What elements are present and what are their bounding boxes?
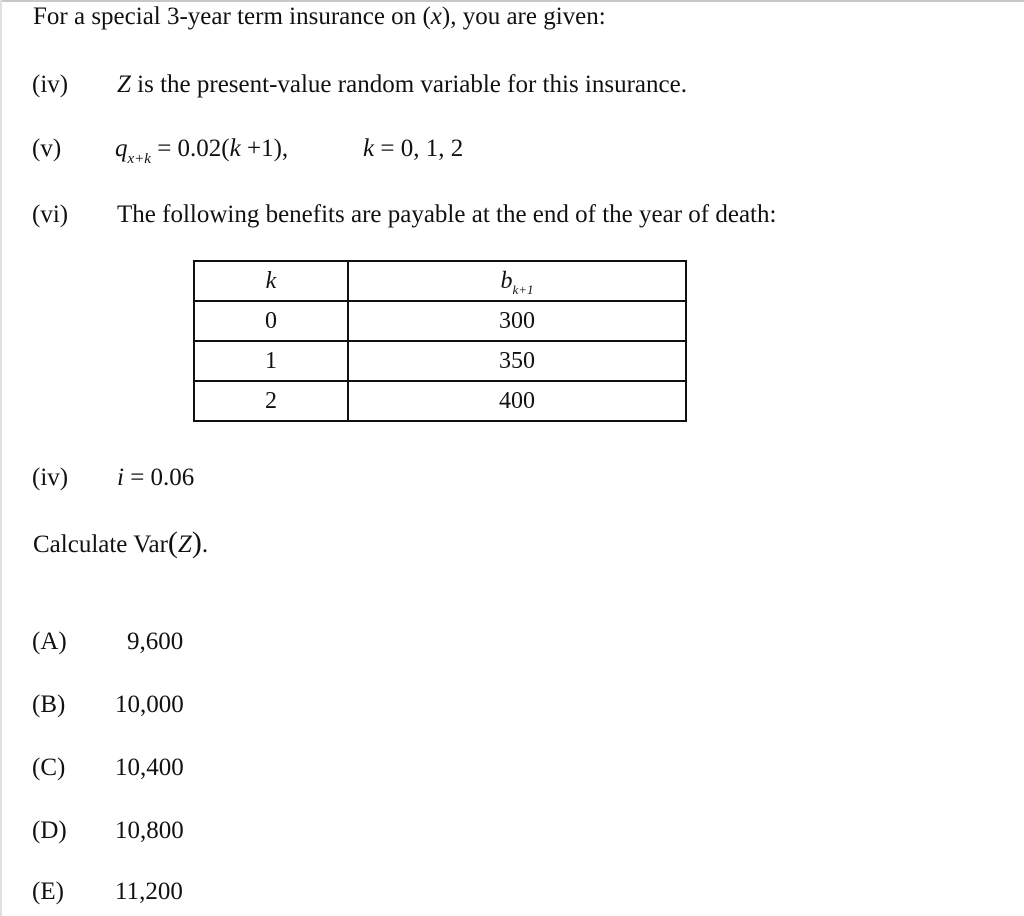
- table-header-b-symbol: b: [500, 267, 513, 294]
- option-label-c: (C): [32, 754, 66, 781]
- table-row: [194, 341, 686, 381]
- option-value-a: 9,600: [127, 628, 184, 655]
- q-eq: = 0.02(: [150, 135, 230, 162]
- intro-var: x: [430, 3, 442, 30]
- item-label-iv-a: (iv): [32, 71, 69, 98]
- table-header-k: k: [194, 261, 348, 301]
- item-text-benefits: The following benefits are payable at the end of the year of death:: [117, 201, 777, 228]
- q-subscript: x+k: [127, 151, 151, 167]
- left-border: [0, 0, 2, 916]
- intro-close-paren: ): [441, 3, 451, 30]
- question-var: Z: [177, 531, 192, 558]
- range-values: = 0, 1, 2: [374, 135, 464, 162]
- table-header-row: [194, 261, 686, 301]
- question-text: [33, 528, 208, 560]
- table-cell-b: 400: [348, 381, 686, 421]
- range-k: k: [363, 135, 375, 162]
- question-before: Calculate Var: [33, 531, 168, 558]
- table-row: [194, 381, 686, 421]
- q-k: k: [229, 135, 241, 162]
- question-open-paren: (: [167, 526, 178, 559]
- option-label-d: (D): [32, 817, 67, 844]
- option-label-e: (E): [32, 878, 64, 905]
- table-header-b-sub: k+1: [512, 281, 534, 297]
- option-value-e: 11,200: [115, 878, 183, 905]
- table-cell-k: 0: [194, 301, 348, 341]
- item-label-v: (v): [32, 135, 62, 162]
- table-cell-b: 350: [348, 341, 686, 381]
- table-header-b: [348, 261, 686, 301]
- item-formula-range: [363, 134, 463, 164]
- item-var-z: Z: [117, 71, 131, 98]
- question-after: .: [201, 531, 209, 558]
- interest-var: i: [117, 464, 124, 491]
- question-close-paren: ): [191, 526, 202, 559]
- table-cell-k: 1: [194, 341, 348, 381]
- item-text-interest: [117, 463, 194, 493]
- table-cell-b: 300: [348, 301, 686, 341]
- option-label-b: (B): [32, 691, 66, 718]
- interest-value: = 0.06: [123, 464, 195, 491]
- item-label-iv-b: (iv): [32, 464, 69, 491]
- item-text-z-rest: is the present-value random variable for this insurance.: [130, 71, 687, 98]
- option-value-b: 10,000: [115, 691, 184, 718]
- q-symbol: q: [115, 135, 128, 162]
- table-row: [194, 301, 686, 341]
- option-label-a: (A): [32, 628, 67, 655]
- item-text-z: [117, 70, 687, 100]
- table-cell-k: 2: [194, 381, 348, 421]
- intro-open-paren: (: [422, 3, 431, 30]
- option-value-d: 10,800: [115, 817, 184, 844]
- intro-text: [33, 2, 606, 32]
- intro-before: For a special 3-year term insurance on: [33, 3, 423, 30]
- q-eq-end: +1),: [240, 135, 289, 162]
- item-label-vi: (vi): [32, 201, 69, 228]
- benefits-table: [193, 260, 687, 422]
- option-value-c: 10,400: [115, 754, 184, 781]
- intro-after: , you are given:: [450, 3, 606, 30]
- item-formula-q: [115, 134, 288, 167]
